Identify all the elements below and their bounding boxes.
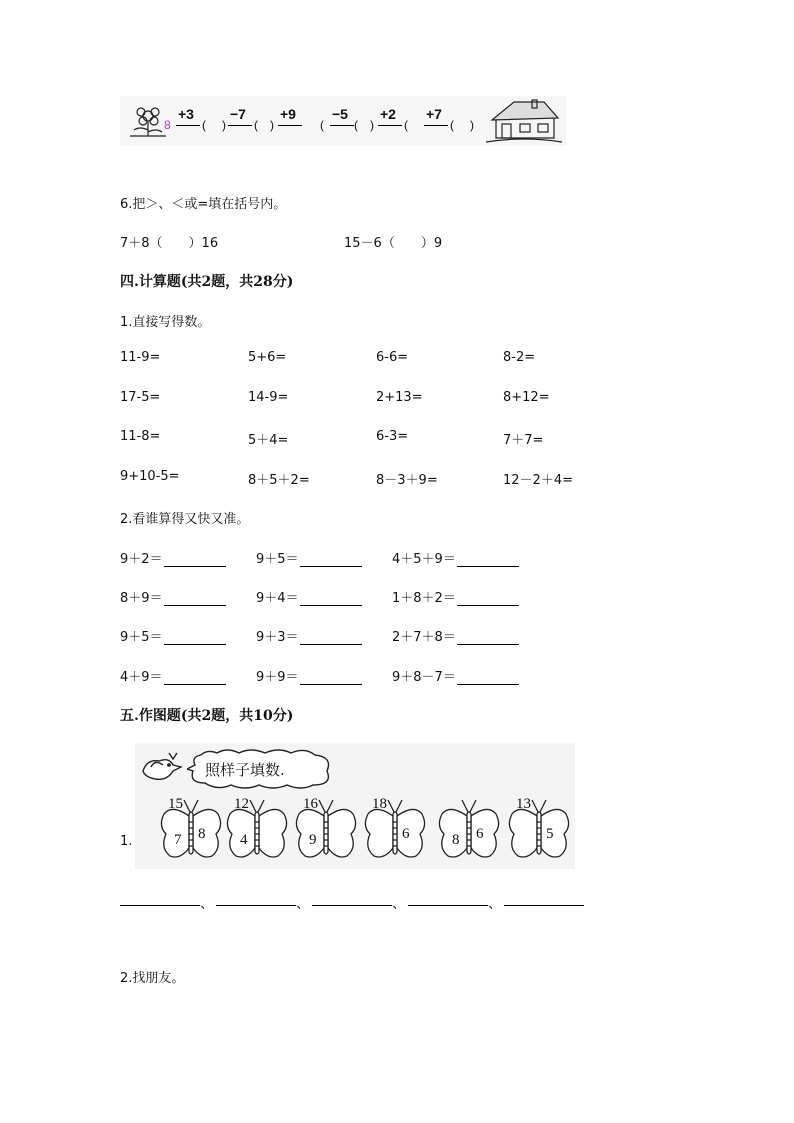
chain-start-number: 8 (164, 118, 171, 132)
q6-title: 6.把＞、＜或=填在括号内。 (120, 197, 287, 212)
calc-cell: 9+10-5= (120, 469, 180, 484)
calc-cell: 8-2= (503, 350, 536, 365)
calc-cell: 7＋7= (503, 433, 544, 448)
butterfly-right-number: 5 (546, 826, 554, 842)
calc-cell: 8+12= (503, 390, 550, 405)
chain-op-1: +3 (178, 106, 194, 122)
answer-blank[interactable] (457, 632, 519, 645)
flower-icon (126, 102, 168, 140)
quick-calc-item: 2＋7＋8＝ (392, 626, 519, 645)
section5-q1-label: 1. (120, 834, 133, 849)
quick-calc-item: 9＋5＝ (256, 548, 362, 567)
number-chain-figure: 8 +3 ( ) −7 ( ) +9 ( −5 ( ) +2 ( +7 ( ) (120, 96, 566, 146)
answer-blank[interactable] (300, 672, 362, 685)
calc-cell: 8＋5＋2= (248, 473, 310, 488)
bubble-text: 照样子填数. (205, 761, 285, 779)
chain-paren-1: ( (202, 118, 206, 132)
quick-calc-item: 8＋9＝ (120, 587, 226, 606)
quick-calc-item: 9＋8－7＝ (392, 666, 519, 685)
chain-op-2: −7 (230, 106, 246, 122)
chain-op-5: +2 (380, 106, 396, 122)
calc-cell: 5＋4= (248, 433, 289, 448)
calc-cell: 8－3＋9= (376, 473, 438, 488)
answer-blank[interactable] (164, 632, 226, 645)
q6-item-1: 7＋8（ ）16 (120, 236, 219, 251)
chain-paren-3: ( (320, 118, 324, 132)
answer-blank[interactable] (300, 593, 362, 606)
calc-cell: 12－2＋4= (503, 473, 573, 488)
answer-blank[interactable] (300, 554, 362, 567)
butterfly-right-number: 6 (476, 826, 484, 842)
calc-cell: 11-9= (120, 350, 161, 365)
butterfly-icon (438, 796, 500, 866)
calc-cell: 5+6= (248, 350, 287, 365)
fill-blank-1[interactable] (120, 905, 200, 906)
answer-blank[interactable] (457, 554, 519, 567)
butterfly-top-number: 16 (303, 796, 318, 812)
q6-item-2: 15－6（ ）9 (344, 236, 443, 251)
section4-heading: 四.计算题(共2题，共28分) (120, 274, 294, 290)
answer-blank[interactable] (164, 554, 226, 567)
fill-blank-3[interactable] (312, 905, 392, 906)
calc-cell: 6-3= (376, 429, 409, 444)
calc-cell: 2+13= (376, 390, 423, 405)
chain-paren-6: ( (450, 118, 454, 132)
quick-calc-item: 9＋9＝ (256, 666, 362, 685)
quick-calc-item: 4＋9＝ (120, 666, 226, 685)
house-icon (484, 98, 564, 144)
butterfly-top-number: 15 (168, 796, 183, 812)
quick-calc-item: 9＋2＝ (120, 548, 226, 567)
bird-icon (139, 747, 185, 785)
fill-blank-5[interactable] (504, 905, 584, 906)
quick-calc-item: 9＋4＝ (256, 587, 362, 606)
fill-blank-2[interactable] (216, 905, 296, 906)
answer-blank[interactable] (457, 672, 519, 685)
butterfly-top-number: 13 (516, 796, 531, 812)
butterfly-left-number: 8 (452, 832, 460, 848)
section4-q2-title: 2.看谁算得又快又准。 (120, 512, 250, 527)
butterfly-5 (438, 796, 500, 866)
chain-paren-4: ( (354, 118, 358, 132)
butterfly-top-number: 18 (372, 796, 387, 812)
butterfly-right-number: 8 (198, 826, 206, 842)
section5-heading: 五.作图题(共2题，共10分) (120, 708, 294, 724)
butterfly-right-number: 6 (402, 826, 410, 842)
chain-paren-2: ( (254, 118, 258, 132)
answer-blank[interactable] (300, 632, 362, 645)
quick-calc-item: 9＋3＝ (256, 626, 362, 645)
butterfly-left-number: 4 (240, 832, 248, 848)
answer-blank[interactable] (457, 593, 519, 606)
answer-blank[interactable] (164, 593, 226, 606)
calc-cell: 11-8= (120, 429, 161, 444)
chain-op-3: +9 (280, 106, 296, 122)
chain-op-6: +7 (426, 106, 442, 122)
butterfly-left-number: 9 (309, 832, 317, 848)
answer-blank[interactable] (164, 672, 226, 685)
calc-cell: 14-9= (248, 390, 289, 405)
calc-cell: 6-6= (376, 350, 409, 365)
quick-calc-item: 1＋8＋2＝ (392, 587, 519, 606)
section4-q1-title: 1.直接写得数。 (120, 315, 211, 330)
calc-cell: 17-5= (120, 390, 161, 405)
fill-blank-4[interactable] (408, 905, 488, 906)
section5-q2-title: 2.找朋友。 (120, 971, 185, 986)
chain-op-4: −5 (332, 106, 348, 122)
butterfly-top-number: 12 (234, 796, 249, 812)
quick-calc-item: 4＋5＋9＝ (392, 548, 519, 567)
chain-paren-5: ( (404, 118, 408, 132)
butterfly-left-number: 7 (174, 832, 182, 848)
quick-calc-item: 9＋5＝ (120, 626, 226, 645)
